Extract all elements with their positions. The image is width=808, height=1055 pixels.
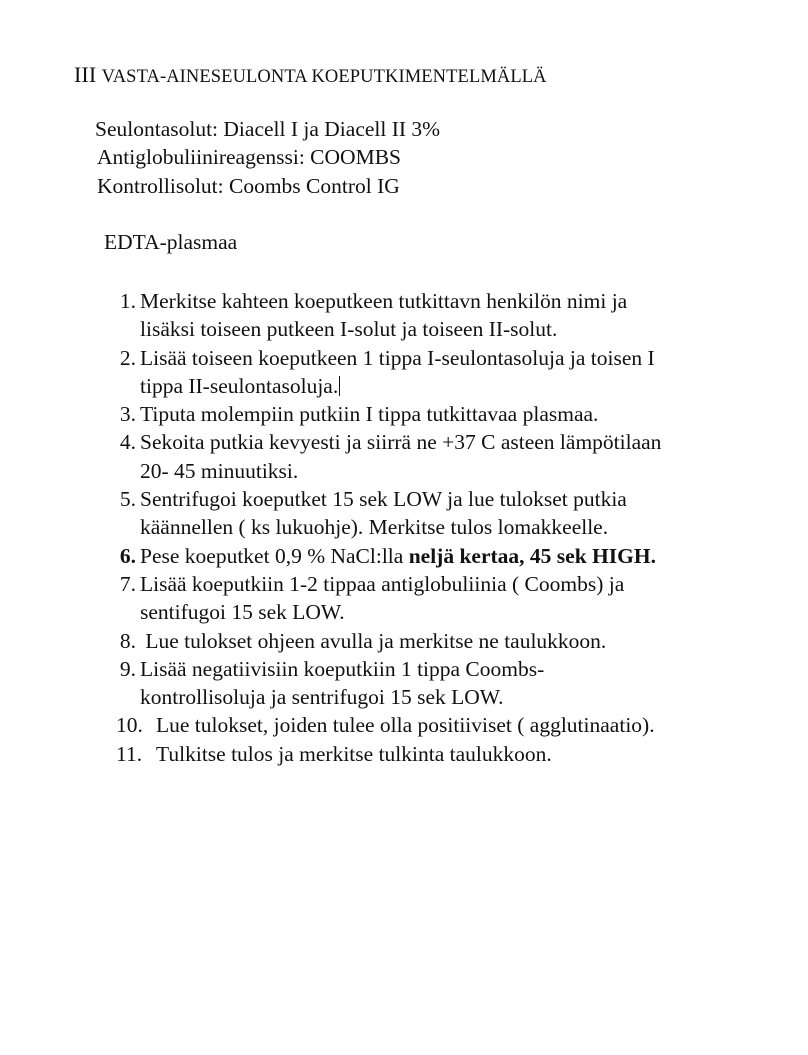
step-number: 1. bbox=[119, 289, 136, 313]
step-text: Sentrifugoi koeputket 15 sek LOW ja lue tulokset putkia bbox=[140, 487, 627, 512]
step-number: 11. bbox=[116, 741, 143, 766]
step-text-continued: käännellen ( ks lukuohje). Merkitse tulos lomakkeelle. bbox=[140, 515, 609, 540]
step-text-continued: kontrollisoluja ja sentrifugoi 15 sek LOW. bbox=[140, 685, 504, 710]
step-item bbox=[110, 287, 770, 344]
step-text bbox=[140, 542, 770, 570]
step-item bbox=[110, 740, 770, 768]
procedure-steps bbox=[110, 287, 770, 768]
step-item bbox=[110, 627, 770, 655]
step-text-continued bbox=[140, 372, 770, 400]
step-text: Tiputa molempiin putkiin I tippa tutkittavaa plasmaa. bbox=[140, 402, 599, 427]
step-item bbox=[110, 400, 770, 428]
step-number: 2. bbox=[119, 345, 136, 370]
step-number: 3. bbox=[119, 402, 136, 427]
step-item bbox=[110, 711, 770, 739]
screening-cells-line: Seulontasolut: Diacell I ja Diacell II 3% bbox=[95, 117, 441, 141]
step-text: Lue tulokset ohjeen avulla ja merkitse ne taulukkoon. bbox=[140, 628, 607, 653]
step-number: 7. bbox=[119, 571, 136, 596]
step-text-normal: Pese koeputket 0,9 % NaCl:lla bbox=[140, 543, 409, 568]
step-text: Lue tulokset, joiden tulee olla positiiviset ( agglutinaatio). bbox=[156, 713, 655, 738]
step-text-continued: sentifugoi 15 sek LOW. bbox=[140, 600, 345, 625]
step-number: 5. bbox=[119, 487, 136, 512]
step-text-continued: 20- 45 minuutiksi. bbox=[140, 458, 299, 483]
step-item bbox=[110, 344, 770, 401]
sample-type: EDTA-plasmaa bbox=[104, 230, 238, 254]
step-text: Tulkitse tulos ja merkitse tulkinta taulukkoon. bbox=[156, 741, 552, 766]
step-number: 8. bbox=[119, 628, 136, 653]
step-text: Merkitse kahteen koeputkeen tutkittavn henkilön nimi ja bbox=[140, 289, 628, 313]
step-number: 4. bbox=[119, 430, 136, 455]
title-text: VASTA-AINESEULONTA KOEPUTKIMENTELMÄLLÄ bbox=[101, 67, 547, 87]
step-number: 6. bbox=[119, 543, 136, 568]
document-title bbox=[74, 62, 547, 88]
text-cursor bbox=[339, 376, 340, 396]
step-number: 9. bbox=[119, 656, 136, 681]
step-text: Sekoita putkia kevyesti ja siirrä ne +37 C asteen lämpötilaan bbox=[140, 430, 662, 455]
step-item bbox=[110, 428, 770, 485]
title-roman-numeral: III bbox=[74, 62, 97, 87]
step-text: Lisää negatiivisiin koeputkiin 1 tippa Coombs- bbox=[140, 656, 545, 681]
step-text: Lisää toiseen koeputkeen 1 tippa I-seulontasoluja ja toisen I bbox=[140, 345, 655, 370]
step-text-bold: neljä kertaa, 45 sek HIGH. bbox=[408, 543, 656, 568]
step-text-continued: lisäksi toiseen putkeen I-solut ja toiseen II-solut. bbox=[140, 317, 558, 342]
step-item bbox=[110, 655, 770, 712]
antiglobulin-reagent-line: Antiglobuliinireagenssi: COOMBS bbox=[97, 145, 401, 169]
step-item bbox=[110, 570, 770, 627]
control-cells-line: Kontrollisolut: Coombs Control IG bbox=[97, 174, 400, 198]
step-number: 10. bbox=[116, 713, 143, 738]
step-text: Lisää koeputkiin 1-2 tippaa antiglobuliinia ( Coombs) ja bbox=[140, 571, 625, 596]
step-item bbox=[110, 485, 770, 542]
step-item bbox=[110, 542, 770, 570]
step-text-continued-content: tippa II-seulontasoluja. bbox=[140, 373, 339, 398]
